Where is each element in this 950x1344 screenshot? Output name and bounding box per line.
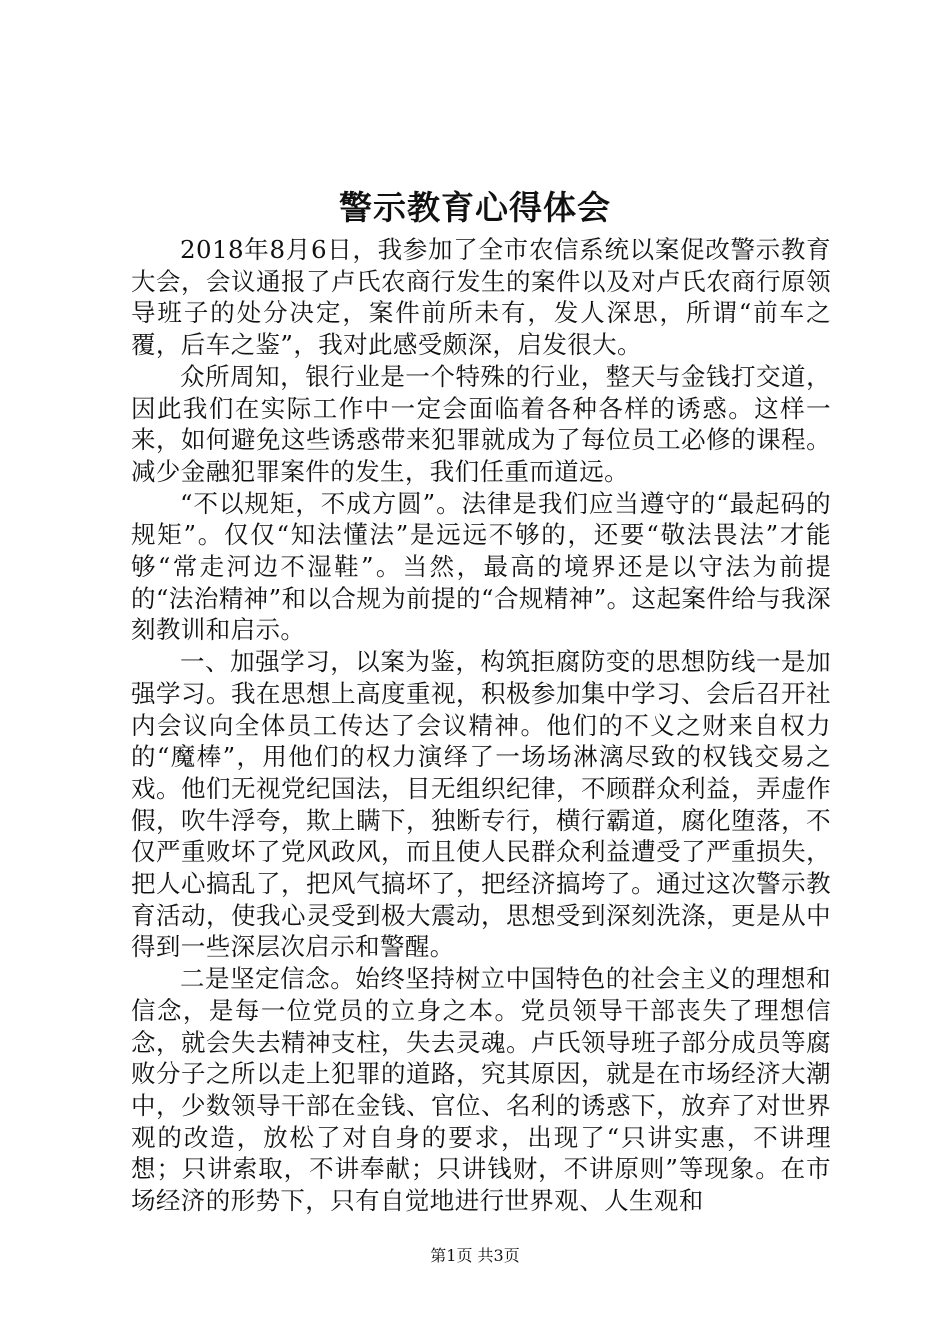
paragraph-5: 二是坚定信念。始终坚持树立中国特色的社会主义的理想和信念，是每一位党员的立身之本。党员领导干部丧失了理想信念，就会失去精神支柱，失去灵魂。卢氏领导班子部分成员等腐败分子之所以走上犯罪的道路，究其原因，就是在市场经济大潮中，少数领导干部在金钱、官位、名利的诱惑下，放弃了对世界观的改造，放松了对自身的要求，出现了“只讲实惠，不讲理想；只讲索取，不讲奉献；只讲钱财，不讲原则”等现象。在市场经济的形势下，只有自觉地进行世界观、人生观和 [131, 964, 831, 1216]
document-body [131, 234, 831, 1217]
document-title: 警示教育心得体会 [339, 188, 611, 227]
paragraph-4: 一、加强学习，以案为鉴，构筑拒腐防变的思想防线一是加强学习。我在思想上高度重视，积极参加集中学习、会后召开社内会议向全体员工传达了会议精神。他们的不义之财来自权力的“魔棒”，用他们的权力演绎了一场场淋漓尽致的权钱交易之戏。他们无视党纪国法，目无组织纪律，不顾群众利益，弄虚作假，吹牛浮夸，欺上瞒下，独断专行，横行霸道，腐化堕落，不仅严重败坏了党风政风，而且使人民群众利益遭受了严重损失，把人心搞乱了，把风气搞坏了，把经济搞垮了。通过这次警示教育活动，使我心灵受到极大震动，思想受到深刻洗涤，更是从中得到一些深层次启示和警醒。 [131, 647, 831, 962]
paragraph-1: 2018年8月6日，我参加了全市农信系统以案促改警示教育大会，会议通报了卢氏农商行发生的案件以及对卢氏农商行原领导班子的处分决定，案件前所未有，发人深思，所谓“前车之覆，后车之鉴”，我对此感受颇深，启发很大。 [131, 235, 831, 360]
paragraph-3: “不以规矩，不成方圆”。法律是我们应当遵守的“最起码的规矩”。仅仅“知法懂法”是远远不够的，还要“敬法畏法”才能够“常走河边不湿鞋”。当然，最高的境界还是以守法为前提的“法治精神”和以合规为前提的“合规精神”。这起案件给与我深刻教训和启示。 [131, 488, 831, 645]
page-footer: 第1页 共3页 [430, 1246, 520, 1265]
paragraph-2: 众所周知，银行业是一个特殊的行业，整天与金钱打交道，因此我们在实际工作中一定会面临着各种各样的诱惑。这样一来，如何避免这些诱惑带来犯罪就成为了每位员工必修的课程。减少金融犯罪案件的发生，我们任重而道远。 [131, 361, 831, 486]
